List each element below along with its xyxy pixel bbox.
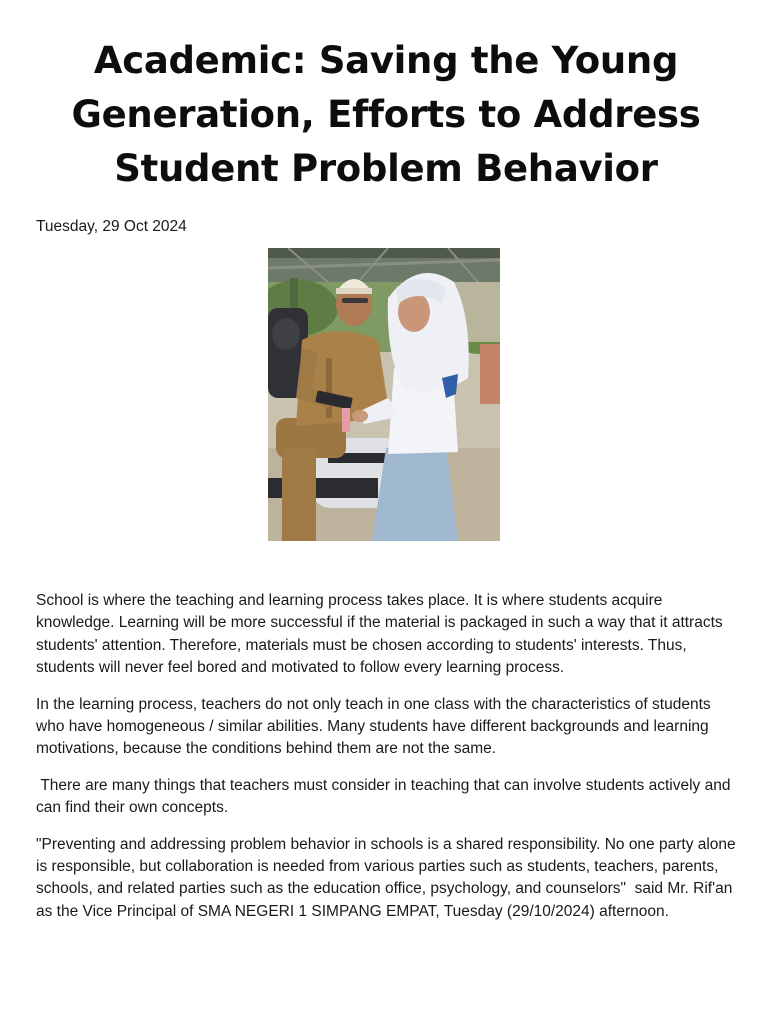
article-title: Academic: Saving the Young Generation, Efforts to Address Student Problem Behavior <box>71 39 701 190</box>
article-paragraph: There are many things that teachers must consider in teaching that can involve students actively and can find their own concepts. <box>36 776 735 817</box>
article-paragraph: "Preventing and addressing problem behavior in schools is a shared responsibility. No one party alone is responsible, but collaboration is needed from various parties such as students, teachers, parents, schools, and related parties such as the education office, psychology, and counselors" said Mr. Rif'an as the Vice Principal of SMA NEGERI 1 SIMPANG EMPAT, Tuesday (29/10/2024) afternoon. <box>36 835 740 920</box>
article-body <box>36 590 740 937</box>
article-paragraph: In the learning process, teachers do not only teach in one class with the characteristics of students who have homogeneous / similar abilities. Many students have different backgrounds and learning motivations, because the conditions behind them are not the same. <box>36 695 715 758</box>
article-photo <box>268 248 500 541</box>
article <box>36 0 740 920</box>
article-date: Tuesday, 29 Oct 2024 <box>36 218 187 235</box>
article-paragraph: School is where the teaching and learning process takes place. It is where students acquire knowledge. Learning will be more successful if the material is packaged in such a way that it attracts students' attention. Therefore, materials must be chosen according to students' interests. Thus, students will never feel bored and motivated to follow every learning process. <box>36 592 727 677</box>
